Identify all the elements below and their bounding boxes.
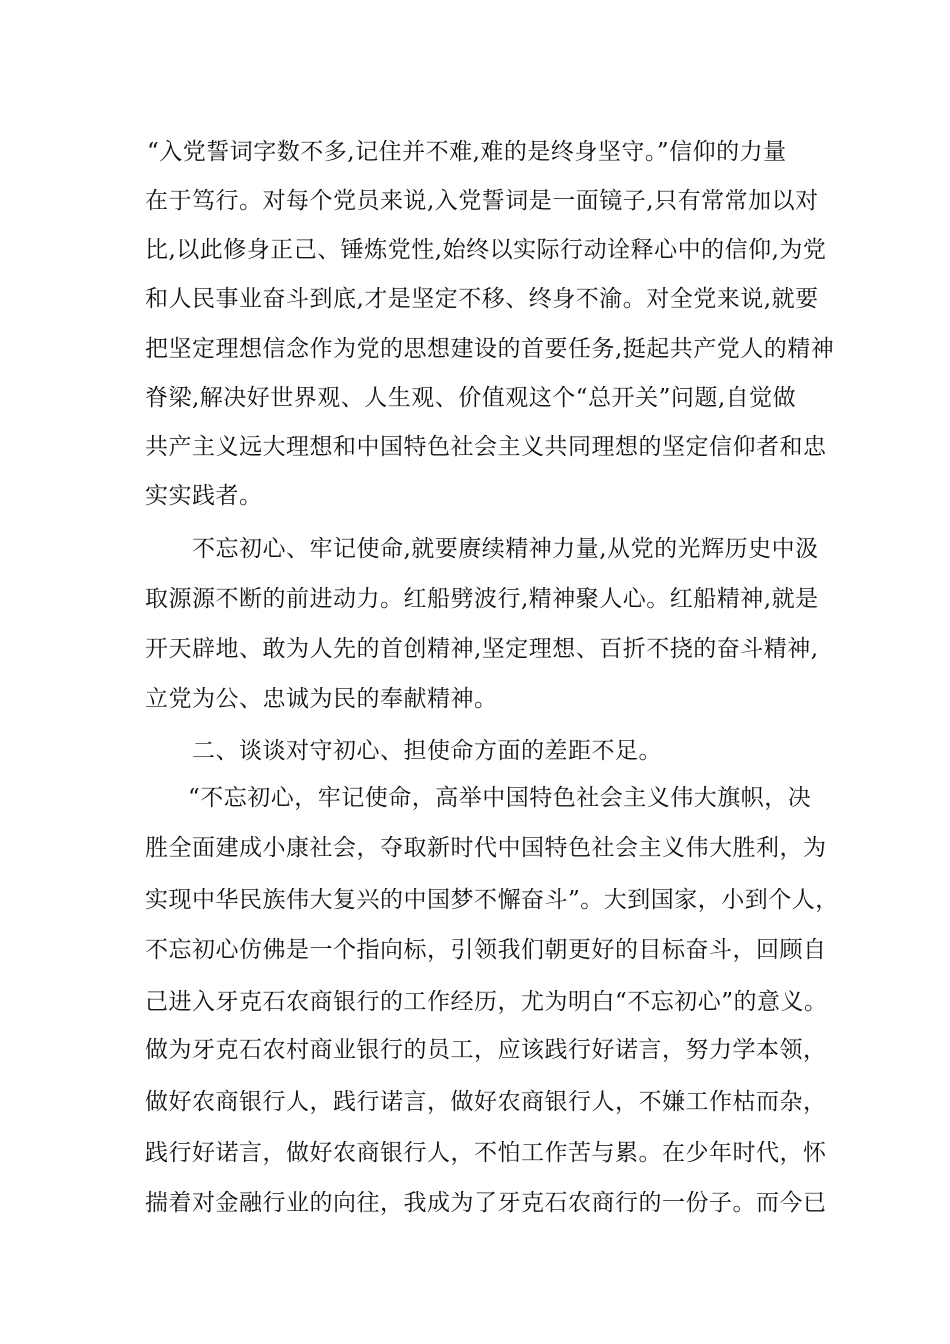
text-line: 把坚定理想信念作为党的思想建设的首要任务,挺起共产党人的精神 <box>145 336 835 362</box>
section-heading: 二、谈谈对守初心、担使命方面的差距不足。 <box>192 738 662 764</box>
text-line: 实实践者。 <box>145 483 263 509</box>
text-line: 脊梁,解决好世界观、人生观、价值观这个“总开关”问题,自觉做 <box>145 385 797 411</box>
text-line: 开天辟地、敢为人先的首创精神,坚定理想、百折不挠的奋斗精神, <box>145 636 819 662</box>
text-line: 和人民事业奋斗到底,才是坚定不移、终身不渝。对全党来说,就要 <box>145 286 819 312</box>
text-line: 不忘初心仿佛是一个指向标，引领我们朝更好的目标奋斗，回顾自 <box>145 937 827 963</box>
text-line: “不忘初心，牢记使命，高举中国特色社会主义伟大旗帜，决 <box>188 785 812 811</box>
text-line: 做好农商银行人，践行诺言，做好农商银行人，不嫌工作枯而杂， <box>145 1089 827 1115</box>
text-line: 胜全面建成小康社会，夺取新时代中国特色社会主义伟大胜利，为 <box>145 835 827 861</box>
text-line: 揣着对金融行业的向往，我成为了牙克石农商行的一份子。而今已 <box>145 1190 827 1216</box>
text-line: 在于笃行。对每个党员来说,入党誓词是一面镜子,只有常常加以对 <box>145 188 819 214</box>
text-line: 践行好诺言，做好农商银行人，不怕工作苦与累。在少年时代，怀 <box>145 1140 827 1166</box>
text-line: 己进入牙克石农商银行的工作经历，尤为明白“不忘初心”的意义。 <box>145 989 828 1015</box>
text-line: “入党誓词字数不多,记住并不难,难的是终身坚守。”信仰的力量 <box>147 139 787 165</box>
text-line: 比,以此修身正己、锤炼党性,始终以实际行动诠释心中的信仰,为党 <box>145 237 827 263</box>
text-line: 不忘初心、牢记使命,就要赓续精神力量,从党的光辉历史中汲 <box>192 536 819 562</box>
text-line: 取源源不断的前进动力。红船劈波行,精神聚人心。红船精神,就是 <box>145 586 819 612</box>
text-line: 实现中华民族伟大复兴的中国梦不懈奋斗”。大到国家，小到个人， <box>145 887 839 913</box>
text-line: 共产主义远大理想和中国特色社会主义共同理想的坚定信仰者和忠 <box>145 434 827 460</box>
text-line: 做为牙克石农村商业银行的员工，应该践行好诺言，努力学本领， <box>145 1037 827 1063</box>
text-line: 立党为公、忠诚为民的奉献精神。 <box>145 686 498 712</box>
